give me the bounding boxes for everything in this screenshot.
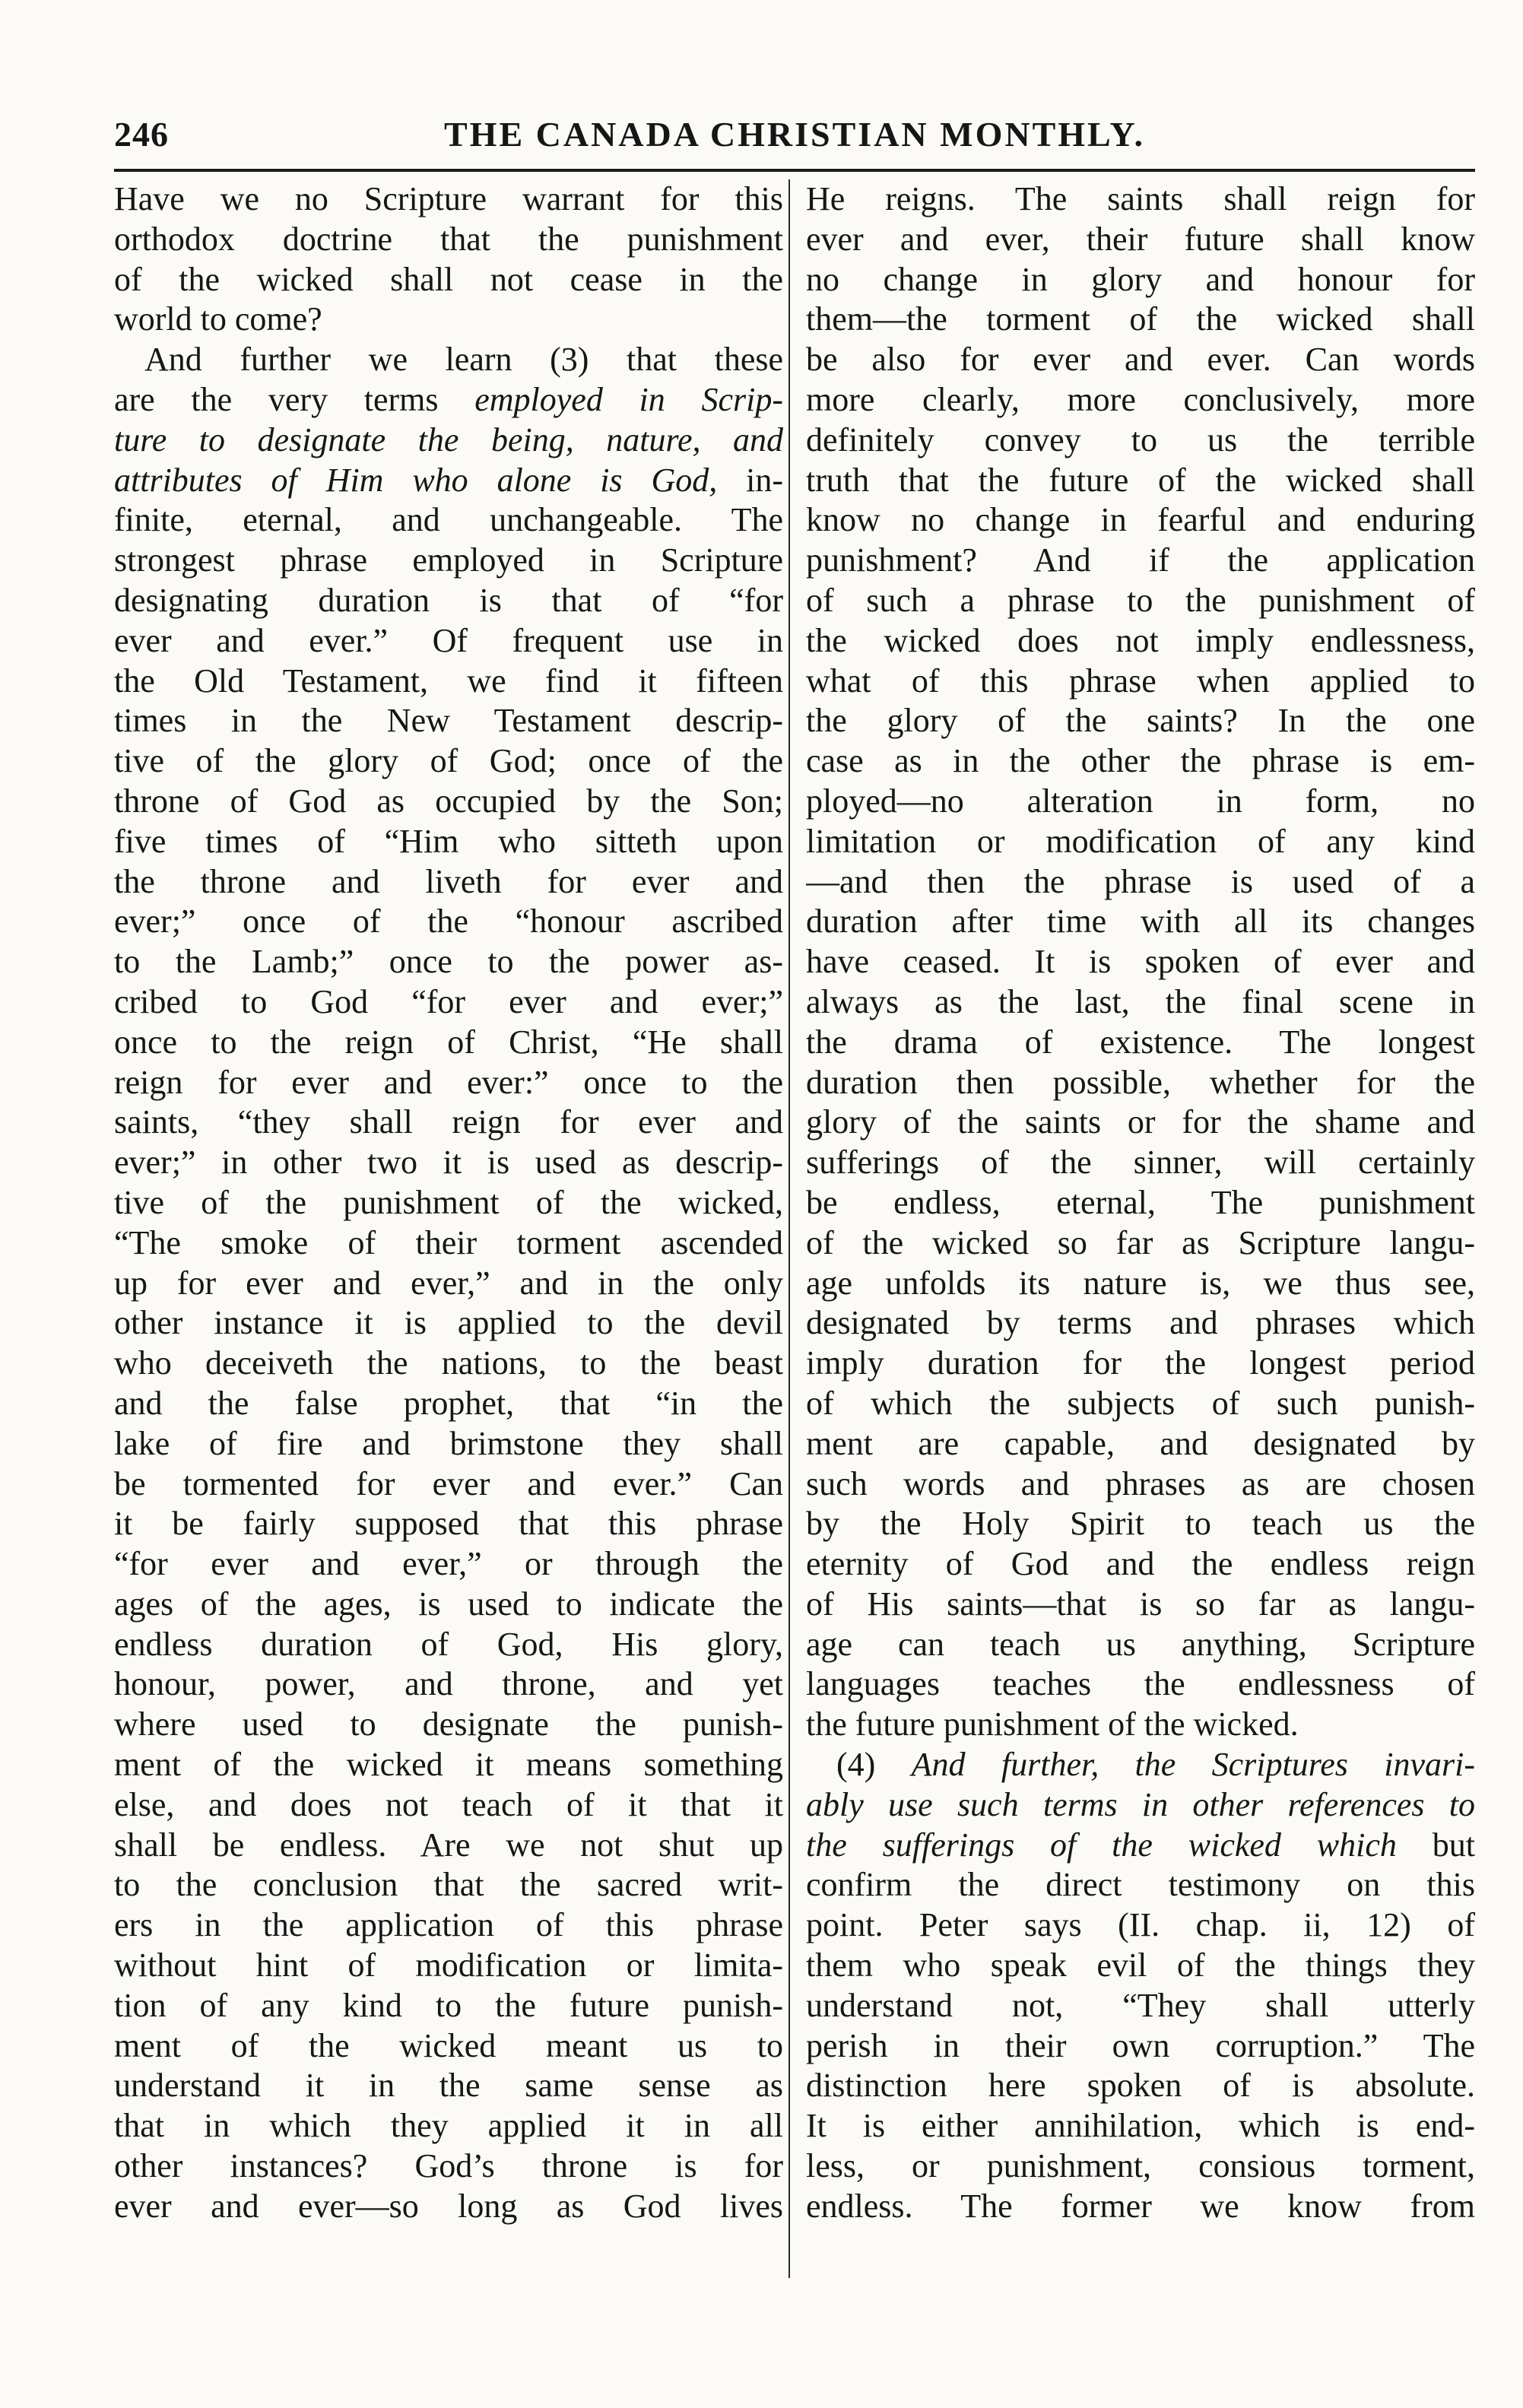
text-line: “The smoke of their torment ascended xyxy=(114,1223,783,1261)
text-line: that in which they applied it in all xyxy=(114,2107,783,2145)
text-line: them—the torment of the wicked shall xyxy=(806,300,1475,338)
text-line: the wicked does not imply endlessness, xyxy=(806,621,1475,659)
header-rule xyxy=(114,169,1475,172)
column-divider xyxy=(788,179,790,2278)
italic-text: the sufferings of the wicked which xyxy=(806,1826,1397,1864)
text-line: other instances? God’s throne is for xyxy=(114,2147,783,2185)
text-line: know no change in fearful and enduring xyxy=(806,501,1475,539)
text-line: endless. The former we know from xyxy=(806,2187,1475,2225)
text-line: age unfolds its nature is, we thus see, xyxy=(806,1264,1475,1302)
text-line: no change in glory and honour for xyxy=(806,260,1475,298)
text-line: definitely convey to us the terrible xyxy=(806,420,1475,458)
italic-text: attributes of Him who alone is God, xyxy=(114,461,718,499)
text-line: eternity of God and the endless reign xyxy=(806,1545,1475,1583)
text-line: imply duration for the longest period xyxy=(806,1344,1475,1382)
text-line: confirm the direct testimony on this xyxy=(806,1866,1475,1904)
page-number: 246 xyxy=(114,115,169,154)
text-line: saints, “they shall reign for ever and xyxy=(114,1103,783,1141)
italic-text: ture to designate the being, nature, and xyxy=(114,420,783,458)
text-line: designated by terms and phrases which xyxy=(806,1304,1475,1342)
text-line: “for ever and ever,” or through the xyxy=(114,1545,783,1583)
text-line: throne of God as occupied by the Son; xyxy=(114,782,783,820)
text-line: them who speak evil of the things they xyxy=(806,1946,1475,1984)
text-line: duration after time with all its changes xyxy=(806,903,1475,941)
text-line: once to the reign of Christ, “He shall xyxy=(114,1023,783,1061)
text-line: lake of fire and brimstone they shall xyxy=(114,1424,783,1462)
text-line xyxy=(114,461,783,501)
text-line: perish in their own corruption.” The xyxy=(806,2026,1475,2064)
text-line: tion of any kind to the future punish- xyxy=(114,1986,783,2024)
text-line: ages of the ages, is used to indicate the xyxy=(114,1585,783,1623)
text-line: it be fairly supposed that this phrase xyxy=(114,1505,783,1543)
text-line: of which the subjects of such punish- xyxy=(806,1384,1475,1422)
italic-text: And further, the Scriptures invari- xyxy=(911,1746,1475,1784)
text-line: case as in the other the phrase is em- xyxy=(806,742,1475,780)
text-line xyxy=(114,380,783,420)
text-line: who deceiveth the nations, to the beast xyxy=(114,1344,783,1382)
text-line: the Old Testament, we find it fifteen xyxy=(114,661,783,700)
text-line: honour, power, and throne, and yet xyxy=(114,1665,783,1703)
text-line: be also for ever and ever. Can words xyxy=(806,341,1475,379)
text-line xyxy=(806,1826,1475,1866)
text-line: reign for ever and ever:” once to the xyxy=(114,1063,783,1101)
text-line xyxy=(114,420,783,461)
text-line: times in the New Testament descrip- xyxy=(114,702,783,740)
text-line: It is either annihilation, which is end- xyxy=(806,2107,1475,2145)
text-line: always as the last, the final scene in xyxy=(806,982,1475,1020)
text-line: up for ever and ever,” and in the only xyxy=(114,1264,783,1302)
text-line: the drama of existence. The longest xyxy=(806,1023,1475,1061)
page-header xyxy=(114,114,1475,160)
text-line: where used to designate the punish- xyxy=(114,1705,783,1743)
italic-text: employed in Scrip- xyxy=(474,380,783,418)
text-line: understand not, “They shall utterly xyxy=(806,1986,1475,2024)
text-line: such words and phrases as are chosen xyxy=(806,1464,1475,1502)
text-line: of the wicked shall not cease in the xyxy=(114,260,783,298)
text-line xyxy=(806,1745,1475,1785)
italic-text: ably use such terms in other references to xyxy=(806,1785,1475,1823)
text-line: what of this phrase when applied to xyxy=(806,661,1475,700)
text-line: designating duration is that of “for xyxy=(114,581,783,619)
text-line: And further we learn (3) that these xyxy=(144,341,783,379)
text-line xyxy=(806,1785,1475,1826)
text-run: are the very terms xyxy=(114,380,475,418)
right-column xyxy=(806,179,1475,2227)
text-line: ever and ever—so long as God lives xyxy=(114,2187,783,2225)
left-column xyxy=(114,179,783,2227)
text-line: and the false prophet, that “in the xyxy=(114,1384,783,1422)
text-line: glory of the saints or for the shame and xyxy=(806,1103,1475,1141)
text-line: endless duration of God, His glory, xyxy=(114,1625,783,1663)
text-line: languages teaches the endlessness of xyxy=(806,1665,1475,1703)
text-line: other instance it is applied to the devil xyxy=(114,1304,783,1342)
text-line: less, or punishment, consious torment, xyxy=(806,2147,1475,2185)
text-line: orthodox doctrine that the punishment xyxy=(114,220,783,258)
text-line: ment are capable, and designated by xyxy=(806,1424,1475,1462)
text-line: He reigns. The saints shall reign for xyxy=(806,180,1475,217)
text-line: strongest phrase employed in Scripture xyxy=(114,541,783,579)
text-line: the future punishment of the wicked. xyxy=(806,1705,1299,1743)
text-line: of His saints—that is so far as langu- xyxy=(806,1585,1475,1623)
text-line: of the wicked so far as Scripture langu- xyxy=(806,1223,1475,1261)
text-line: ever and ever.” Of frequent use in xyxy=(114,621,783,659)
text-line: sufferings of the sinner, will certainly xyxy=(806,1144,1475,1182)
text-line: ever;” once of the “honour ascribed xyxy=(114,903,783,941)
text-line: of such a phrase to the punishment of xyxy=(806,581,1475,619)
text-line: duration then possible, whether for the xyxy=(806,1063,1475,1101)
text-line: ever and ever, their future shall know xyxy=(806,220,1475,258)
text-run: (4) xyxy=(836,1746,912,1784)
text-line: shall be endless. Are we not shut up xyxy=(114,1826,783,1864)
text-run: in- xyxy=(717,461,783,499)
text-line: more clearly, more conclusively, more xyxy=(806,380,1475,418)
text-line: ers in the application of this phrase xyxy=(114,1906,783,1944)
text-line: Have we no Scripture warrant for this xyxy=(114,180,783,217)
text-line: be tormented for ever and ever.” Can xyxy=(114,1464,783,1502)
text-line: the glory of the saints? In the one xyxy=(806,702,1475,740)
text-line: the throne and liveth for ever and xyxy=(114,862,783,900)
text-line: —and then the phrase is used of a xyxy=(806,862,1475,900)
text-line: understand it in the same sense as xyxy=(114,2067,783,2105)
text-line: ment of the wicked meant us to xyxy=(114,2026,783,2064)
text-run: but xyxy=(1396,1826,1475,1864)
text-line: finite, eternal, and unchangeable. The xyxy=(114,501,783,539)
text-line: without hint of modification or limita- xyxy=(114,1946,783,1984)
text-line: point. Peter says (II. chap. ii, 12) of xyxy=(806,1906,1475,1944)
text-line: ment of the wicked it means something xyxy=(114,1746,783,1784)
text-line: cribed to God “for ever and ever;” xyxy=(114,982,783,1020)
text-line: else, and does not teach of it that it xyxy=(114,1785,783,1823)
text-line: five times of “Him who sitteth upon xyxy=(114,822,783,860)
text-line: tive of the punishment of the wicked, xyxy=(114,1183,783,1221)
text-line: to the conclusion that the sacred writ- xyxy=(114,1866,783,1904)
text-line: punishment? And if the application xyxy=(806,541,1475,579)
text-line: to the Lamb;” once to the power as- xyxy=(114,943,783,981)
text-line: tive of the glory of God; once of the xyxy=(114,742,783,780)
text-line: age can teach us anything, Scripture xyxy=(806,1625,1475,1663)
running-title: THE CANADA CHRISTIAN MONTHLY. xyxy=(444,115,1145,154)
text-line: truth that the future of the wicked shall xyxy=(806,461,1475,499)
text-line: ever;” in other two it is used as descrip- xyxy=(114,1144,783,1182)
text-line: ployed—no alteration in form, no xyxy=(806,782,1475,820)
text-line: distinction here spoken of is absolute. xyxy=(806,2067,1475,2105)
text-line: world to come? xyxy=(114,300,322,338)
text-line: limitation or modification of any kind xyxy=(806,822,1475,860)
text-line: be endless, eternal, The punishment xyxy=(806,1183,1475,1221)
text-line: by the Holy Spirit to teach us the xyxy=(806,1505,1475,1543)
text-line: have ceased. It is spoken of ever and xyxy=(806,943,1475,981)
